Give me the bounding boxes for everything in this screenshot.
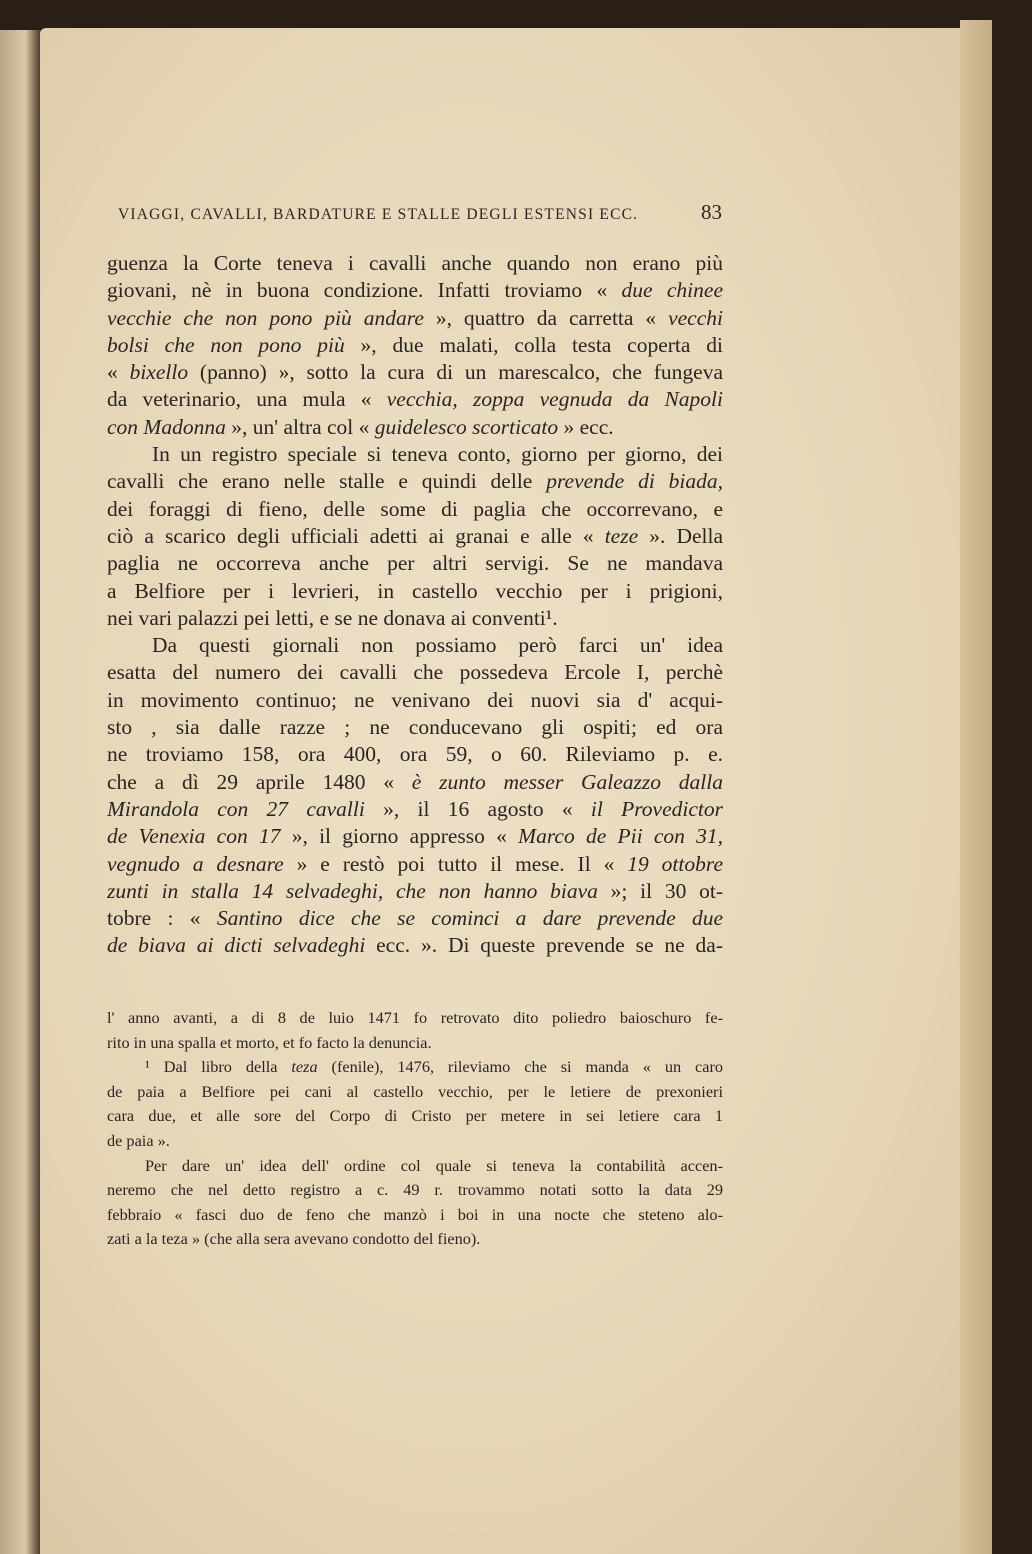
page-number: 83 xyxy=(701,200,722,224)
body-line xyxy=(107,823,723,850)
text-segment: da veterinario, una mula « xyxy=(107,387,387,412)
italic-quote: prevende di biada, xyxy=(546,469,723,494)
text-segment: tobre : « xyxy=(107,906,217,931)
italic-quote: vecchi xyxy=(668,305,723,330)
text-segment: neremo che nel detto registro a c. 49 r. trovammo notati sotto la data 29 xyxy=(107,1180,723,1200)
text-segment: », due malati, colla testa coperta di xyxy=(344,332,723,357)
italic-quote: vecchie che non pono più andare xyxy=(107,305,424,330)
text-segment: guenza la Corte teneva i cavalli anche quando non erano più xyxy=(107,251,723,275)
body-line xyxy=(107,250,723,277)
body-line xyxy=(107,851,723,878)
footnote-line xyxy=(107,1031,723,1056)
text-segment: sto , sia dalle razze ; ne conducevano gli ospiti; ed ora xyxy=(107,715,723,740)
italic-quote: bixello xyxy=(129,360,189,385)
italic-quote: vecchia, zoppa vegnuda da Napoli xyxy=(386,387,723,412)
text-segment: zati a la teza » (che alla sera avevano condotto del fieno). xyxy=(107,1229,481,1249)
body-line xyxy=(107,769,723,796)
text-segment: paglia ne occorreva anche per altri servigi. Se ne mandava xyxy=(107,551,723,576)
running-header xyxy=(118,200,722,225)
italic-quote: Santino dice che se cominci a dare prevende due xyxy=(216,906,723,931)
text-segment: l' anno avanti, a di 8 de luio 1471 fo retrovato dito poliedro baioschuro fe- xyxy=(107,1008,723,1027)
text-segment: dei foraggi di fieno, delle some di paglia che occorrevano, e xyxy=(107,496,723,521)
footnote-line xyxy=(107,1178,723,1203)
text-segment: », quattro da carretta « xyxy=(423,305,669,330)
text-segment: » e restò poi tutto il mese. Il « xyxy=(283,851,628,876)
body-line xyxy=(107,605,723,632)
italic-quote: 19 ottobre xyxy=(627,851,723,876)
text-segment: rito in una spalla et morto, et fo facto la denuncia. xyxy=(107,1032,432,1052)
italic-quote: teze xyxy=(604,523,639,548)
body-line xyxy=(107,386,723,413)
text-segment: ¹ Dal libro della xyxy=(145,1057,292,1077)
footnotes xyxy=(107,1006,723,1252)
text-segment: de paia a Belfiore pei cani al castello vecchio, per le letiere de prexonieri xyxy=(107,1081,723,1101)
italic-quote: Mirandola con 27 cavalli xyxy=(107,796,365,821)
text-segment: « xyxy=(107,360,130,385)
italic-quote: guidelesco scorticato xyxy=(374,414,559,439)
body-line xyxy=(107,714,723,741)
text-segment: », il 16 agosto « xyxy=(364,796,591,821)
body-line xyxy=(107,796,723,823)
text-segment: ecc. ». Di queste prevende se ne da- xyxy=(365,933,723,958)
text-segment: cara due, et alle sore del Corpo di Cristo per metere in sei letiere cara 1 xyxy=(107,1106,723,1126)
italic-quote: zunti in stalla 14 selvadeghi, che non hanno biava xyxy=(107,878,598,903)
text-segment: febbraio « fasci duo de feno che manzò i boi in una nocte che steteno alo- xyxy=(107,1204,723,1224)
text-segment: de paia ». xyxy=(107,1130,170,1150)
italic-quote: de Venexia con 17 xyxy=(107,824,281,849)
text-segment: », il giorno appresso « xyxy=(280,824,519,849)
text-segment: che a dì 29 aprile 1480 « xyxy=(107,769,412,794)
body-line xyxy=(107,305,723,332)
body-line xyxy=(107,632,723,659)
italic-quote: il Provedictor xyxy=(590,796,723,821)
text-segment: »; il 30 ot- xyxy=(597,878,723,903)
text-segment: nei vari palazzi pei letti, e se ne donava ai conventi¹. xyxy=(107,605,558,630)
italic-quote: bolsi che non pono più xyxy=(107,332,345,357)
body-line xyxy=(107,332,723,359)
italic-quote: teza xyxy=(291,1057,318,1077)
italic-quote: Marco de Pii con 31, xyxy=(518,824,723,849)
body-line xyxy=(107,468,723,495)
text-segment: a Belfiore per i levrieri, in castello vecchio per i prigioni, xyxy=(107,578,723,603)
text-segment: Da questi giornali non possiamo però farci un' idea xyxy=(152,633,723,658)
body-line xyxy=(107,741,723,768)
text-segment: cavalli che erano nelle stalle e quindi delle xyxy=(107,469,547,494)
italic-quote: due chinee xyxy=(621,278,723,303)
body-line xyxy=(107,496,723,523)
text-segment: » ecc. xyxy=(558,414,614,439)
text-segment: (panno) », sotto la cura di un marescalco, che fungeva xyxy=(188,360,723,385)
body-line xyxy=(107,550,723,577)
body-line xyxy=(107,523,723,550)
body-line xyxy=(107,441,723,468)
body-line xyxy=(107,659,723,686)
body-line xyxy=(107,878,723,905)
footnote-line xyxy=(107,1080,723,1105)
page-edge-stack xyxy=(960,20,992,1554)
text-segment: ciò a scarico degli ufficiali adetti ai granai e alle « xyxy=(107,523,605,548)
text-segment: (fenile), 1476, rileviamo che si manda « un caro xyxy=(317,1057,723,1077)
text-segment: in movimento continuo; ne venivano dei nuovi sia d' acqui- xyxy=(107,687,723,712)
text-segment: ne troviamo 158, ora 400, ora 59, o 60. Rileviamo p. e. xyxy=(107,742,723,767)
text-segment: Per dare un' idea dell' ordine col quale si teneva la contabilità accen- xyxy=(145,1155,723,1175)
body-line xyxy=(107,932,723,959)
italic-quote: vegnudo a desnare xyxy=(107,851,284,876)
running-title: VIAGGI, CAVALLI, BARDATURE E STALLE DEGLI ESTENSI ECC. xyxy=(118,206,639,223)
footnote-line xyxy=(107,1055,723,1080)
footnote-line xyxy=(107,1129,723,1154)
text-segment: », un' altra col « xyxy=(225,414,375,439)
footnote-line xyxy=(107,1227,723,1252)
text-segment: esatta del numero dei cavalli che possedeva Ercole I, perchè xyxy=(107,660,723,685)
previous-page-edge xyxy=(0,30,42,1554)
body-line xyxy=(107,414,723,441)
footnote-line xyxy=(107,1203,723,1228)
italic-quote: con Madonna xyxy=(107,414,226,439)
body-line xyxy=(107,578,723,605)
italic-quote: de biava ai dicti selvadeghi xyxy=(107,933,366,958)
text-segment: giovani, nè in buona condizione. Infatti troviamo « xyxy=(107,278,622,303)
body-line xyxy=(107,359,723,386)
footnote-line xyxy=(107,1104,723,1129)
footnote-line xyxy=(107,1006,723,1031)
body-line xyxy=(107,277,723,304)
footnote-line xyxy=(107,1154,723,1179)
body-text xyxy=(107,250,723,960)
body-line xyxy=(107,905,723,932)
text-segment: ». Della xyxy=(638,523,723,548)
body-line xyxy=(107,687,723,714)
text-segment: In un registro speciale si teneva conto, giorno per giorno, dei xyxy=(152,442,723,467)
italic-quote: è zunto messer Galeazzo dalla xyxy=(411,769,723,794)
